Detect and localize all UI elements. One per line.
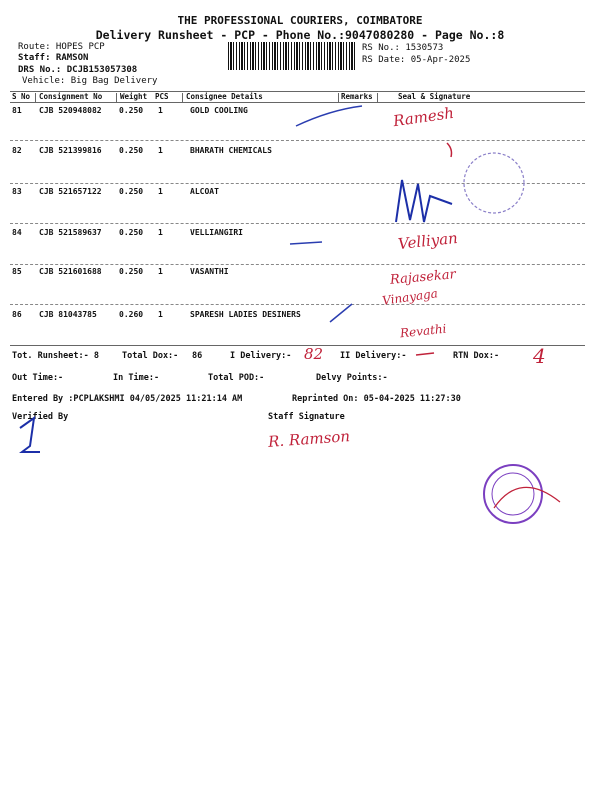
col-remarks: Remarks	[341, 92, 373, 101]
row-pcs: 1	[158, 106, 163, 115]
faded-stamp	[464, 153, 524, 213]
reprinted-on: Reprinted On: 05-04-2025 11:27:30	[292, 394, 461, 404]
row-consignee: VASANTHI	[190, 267, 229, 276]
row-consignee: ALCOAT	[190, 187, 219, 196]
tot-runsheet: Tot. Runsheet:- 8	[12, 351, 99, 361]
signature-scribble	[396, 180, 452, 222]
row-sno: 81	[12, 106, 22, 115]
signature-row-85-a: Rajasekar	[389, 267, 457, 288]
entered-by: Entered By :PCPLAKSHMI 04/05/2025 11:21:14 AM	[12, 394, 243, 404]
stamp-signature	[494, 487, 560, 508]
row-pcs: 1	[158, 187, 163, 196]
runsheet-title: Delivery Runsheet - PCP - Phone No.:9047080280 - Page No.:8	[95, 28, 505, 42]
row-weight: 0.250	[119, 228, 144, 237]
vehicle-label: Vehicle: Big Bag Delivery	[22, 76, 158, 86]
drs-number: DRS No.: DCJB153057308	[18, 65, 138, 75]
row-consignment: CJB 81043785	[39, 310, 97, 319]
row-sno: 82	[12, 146, 22, 155]
col-seal-signature: Seal & Signature	[398, 92, 471, 101]
office-stamp	[484, 465, 542, 523]
row-weight: 0.260	[119, 310, 144, 319]
row-weight: 0.250	[119, 187, 144, 196]
pen-stroke	[296, 106, 362, 126]
pen-stroke	[290, 242, 322, 244]
row-consignee: GOLD COOLING	[190, 106, 248, 115]
in-time: In Time:-	[113, 373, 160, 383]
col-pcs: PCS	[155, 92, 169, 101]
rs-number: RS No.: 1530573	[362, 43, 444, 53]
row-pcs: 1	[158, 310, 163, 319]
staff-label: Staff: RAMSON	[18, 53, 89, 63]
row-consignment: CJB 520948082	[39, 106, 102, 115]
row-sno: 85	[12, 267, 22, 276]
col-consignee: Consignee Details	[186, 92, 263, 101]
pen-stroke	[416, 353, 434, 355]
ii-delivery-label: II Delivery:-	[340, 351, 407, 361]
staff-signature-label: Staff Signature	[268, 412, 345, 422]
row-pcs: 1	[158, 228, 163, 237]
row-weight: 0.250	[119, 146, 144, 155]
row-consignee: VELLIANGIRI	[190, 228, 243, 237]
row-consignment: CJB 521399816	[39, 146, 102, 155]
route-label: Route: HOPES PCP	[18, 42, 105, 52]
staff-signature: R. Ramson	[267, 427, 351, 451]
rs-date: RS Date: 05-Apr-2025	[362, 55, 471, 65]
company-title: THE PROFESSIONAL COURIERS, COIMBATORE	[177, 14, 423, 27]
total-pod: Total POD:-	[208, 373, 265, 383]
total-dox-label: Total Dox:-	[122, 351, 179, 361]
row-sno: 84	[12, 228, 22, 237]
row-consignment: CJB 521657122	[39, 187, 102, 196]
signature-row-81: Ramesh	[392, 103, 456, 131]
row-consignee: SPARESH LADIES DESINERS	[190, 310, 301, 319]
pen-stroke	[330, 304, 352, 322]
verified-signature	[20, 418, 40, 452]
signature-row-86: Revathi	[399, 321, 448, 341]
signature-row-84: Velliyan	[397, 228, 459, 254]
office-stamp-inner	[492, 473, 534, 515]
rtn-dox-value: 4	[533, 344, 546, 368]
col-weight: Weight	[120, 92, 148, 101]
col-consignment: Consignment No	[39, 92, 103, 101]
delvy-points: Delvy Points:-	[316, 373, 388, 383]
i-delivery-label: I Delivery:-	[230, 351, 292, 361]
rtn-dox-label: RTN Dox:-	[453, 351, 500, 361]
row-pcs: 1	[158, 267, 163, 276]
verified-by: Verified By	[12, 412, 69, 422]
pen-stroke	[447, 143, 452, 157]
row-sno: 86	[12, 310, 22, 319]
out-time: Out Time:-	[12, 373, 64, 383]
row-weight: 0.250	[119, 106, 144, 115]
row-pcs: 1	[158, 146, 163, 155]
total-dox-value: 86	[192, 351, 203, 361]
signature-row-85-b: Vinayaga	[381, 286, 439, 308]
row-weight: 0.250	[119, 267, 144, 276]
row-consignment: CJB 521589637	[39, 228, 102, 237]
row-sno: 83	[12, 187, 22, 196]
row-consignee: BHARATH CHEMICALS	[190, 146, 272, 155]
row-consignment: CJB 521601688	[39, 267, 102, 276]
i-delivery-value: 82	[304, 345, 324, 363]
col-sno: S No	[12, 92, 31, 101]
